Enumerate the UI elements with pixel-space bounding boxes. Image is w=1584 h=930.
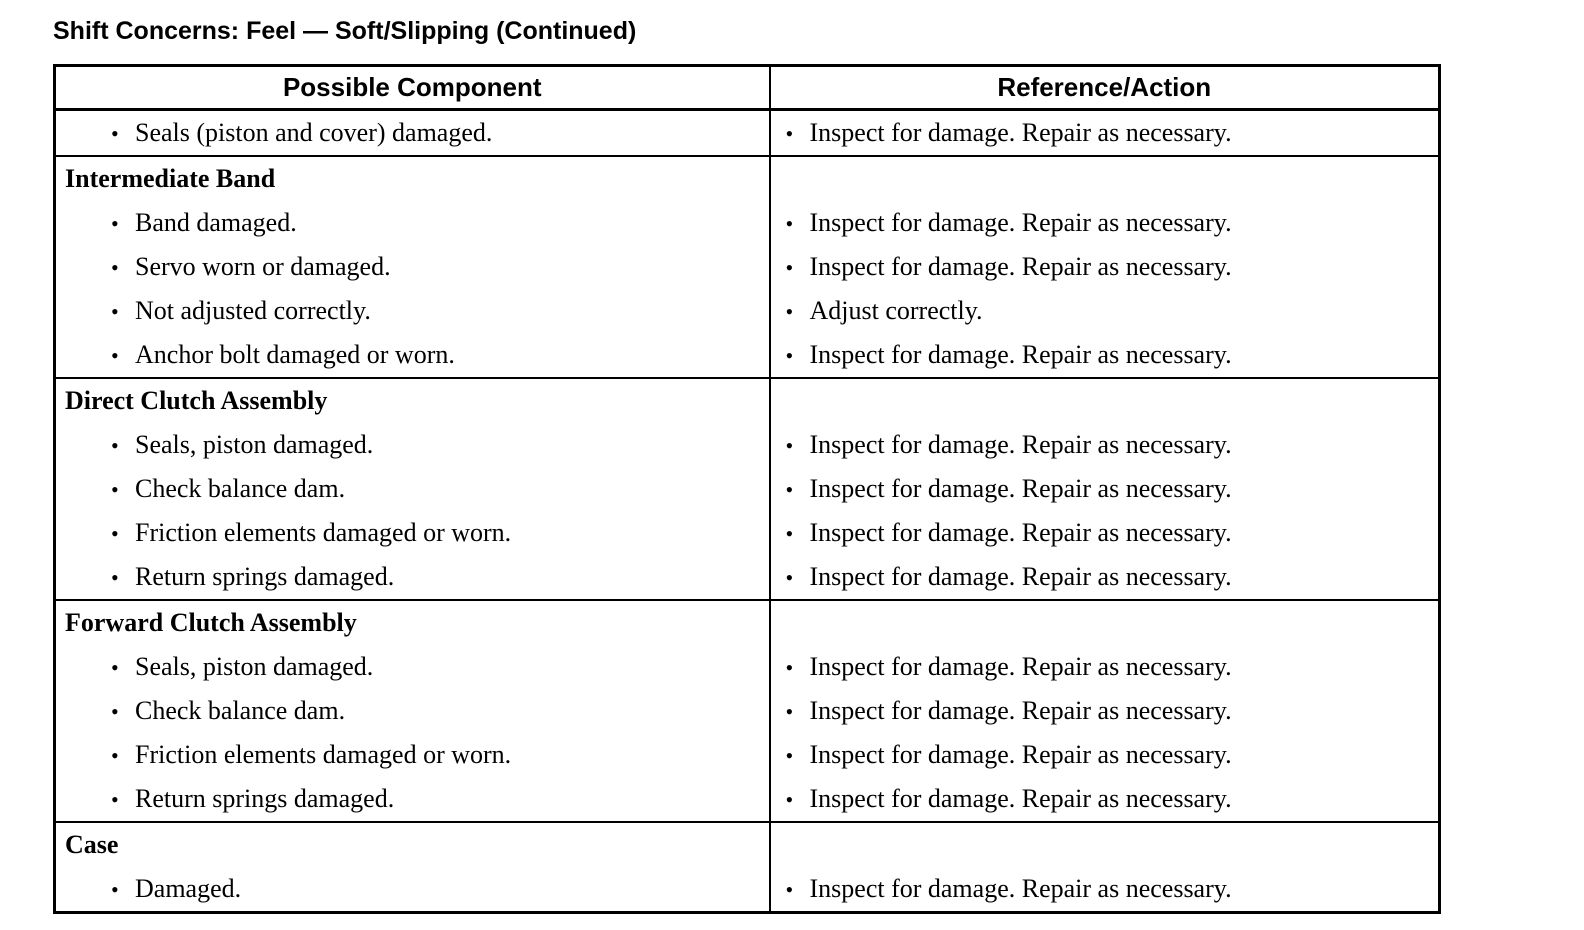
reference-action-cell bbox=[770, 110, 1440, 157]
action-list-item bbox=[771, 201, 1439, 245]
action-text: Inspect for damage. Repair as necessary. bbox=[809, 740, 1232, 769]
heading-spacer bbox=[771, 601, 1439, 645]
component-text: Damaged. bbox=[135, 874, 242, 903]
bullet-icon: • bbox=[785, 787, 794, 812]
bullet-icon: • bbox=[785, 343, 794, 368]
action-text: Inspect for damage. Repair as necessary. bbox=[809, 430, 1232, 459]
column-header-reference-action: Reference/Action bbox=[770, 66, 1440, 110]
component-list-item bbox=[56, 555, 769, 599]
component-text: Seals, piston damaged. bbox=[135, 652, 374, 681]
table-row-group bbox=[55, 822, 1440, 913]
action-list-item bbox=[771, 867, 1439, 911]
table-row-group bbox=[55, 110, 1440, 157]
reference-action-cell bbox=[770, 378, 1440, 600]
component-text: Return springs damaged. bbox=[135, 562, 395, 591]
component-text: Servo worn or damaged. bbox=[135, 252, 391, 281]
component-group-heading: Forward Clutch Assembly bbox=[65, 608, 357, 637]
table-body bbox=[55, 110, 1440, 913]
shift-concerns-table bbox=[53, 64, 1441, 914]
component-list-item bbox=[56, 689, 769, 733]
component-list-item bbox=[56, 289, 769, 333]
action-list-item bbox=[771, 467, 1439, 511]
heading-spacer bbox=[771, 157, 1439, 201]
possible-component-cell bbox=[55, 156, 770, 378]
bullet-icon: • bbox=[111, 477, 119, 502]
bullet-icon: • bbox=[111, 433, 119, 458]
action-text: Inspect for damage. Repair as necessary. bbox=[809, 208, 1232, 237]
component-list-item bbox=[56, 333, 769, 377]
action-text: Inspect for damage. Repair as necessary. bbox=[809, 874, 1232, 903]
action-list-item bbox=[771, 777, 1439, 821]
reference-action-cell bbox=[770, 156, 1440, 378]
bullet-icon: • bbox=[111, 211, 119, 236]
action-list-item bbox=[771, 511, 1439, 555]
action-list-item bbox=[771, 289, 1439, 333]
component-list-item bbox=[56, 777, 769, 821]
component-text: Check balance dam. bbox=[135, 696, 346, 725]
reference-action-cell bbox=[770, 822, 1440, 913]
bullet-icon: • bbox=[785, 477, 794, 502]
action-list-item bbox=[771, 645, 1439, 689]
heading-spacer bbox=[771, 379, 1439, 423]
action-text: Inspect for damage. Repair as necessary. bbox=[809, 474, 1232, 503]
bullet-icon: • bbox=[785, 699, 794, 724]
table-row-group bbox=[55, 378, 1440, 600]
action-text: Inspect for damage. Repair as necessary. bbox=[809, 340, 1232, 369]
action-text: Adjust correctly. bbox=[809, 296, 983, 325]
component-list-item bbox=[56, 201, 769, 245]
component-group-heading: Case bbox=[65, 830, 119, 859]
component-list-item bbox=[56, 511, 769, 555]
component-group-heading: Intermediate Band bbox=[65, 164, 276, 193]
bullet-icon: • bbox=[785, 877, 794, 902]
table-row-group bbox=[55, 156, 1440, 378]
component-text: Seals (piston and cover) damaged. bbox=[135, 118, 493, 147]
action-list-item bbox=[771, 245, 1439, 289]
component-text: Band damaged. bbox=[135, 208, 297, 237]
component-text: Friction elements damaged or worn. bbox=[135, 740, 512, 769]
component-text: Seals, piston damaged. bbox=[135, 430, 374, 459]
action-list-item bbox=[771, 689, 1439, 733]
bullet-icon: • bbox=[785, 521, 794, 546]
bullet-icon: • bbox=[785, 255, 794, 280]
action-list-item bbox=[771, 733, 1439, 777]
component-list-item bbox=[56, 111, 769, 155]
page-title: Shift Concerns: Feel — Soft/Slipping (Continued) bbox=[53, 17, 637, 45]
bullet-icon: • bbox=[111, 877, 119, 902]
bullet-icon: • bbox=[111, 743, 119, 768]
action-list-item bbox=[771, 111, 1439, 155]
component-text: Friction elements damaged or worn. bbox=[135, 518, 512, 547]
bullet-icon: • bbox=[785, 655, 794, 680]
component-list-item bbox=[56, 245, 769, 289]
component-list-item bbox=[56, 423, 769, 467]
action-list-item bbox=[771, 333, 1439, 377]
table-header-row bbox=[55, 66, 1440, 110]
component-text: Anchor bolt damaged or worn. bbox=[135, 340, 455, 369]
bullet-icon: • bbox=[785, 121, 794, 146]
action-list-item bbox=[771, 423, 1439, 467]
table-row-group bbox=[55, 600, 1440, 822]
bullet-icon: • bbox=[785, 299, 794, 324]
possible-component-cell bbox=[55, 600, 770, 822]
reference-action-cell bbox=[770, 600, 1440, 822]
component-text: Not adjusted correctly. bbox=[135, 296, 371, 325]
heading-spacer bbox=[771, 823, 1439, 867]
action-text: Inspect for damage. Repair as necessary. bbox=[809, 696, 1232, 725]
component-list-item bbox=[56, 467, 769, 511]
action-text: Inspect for damage. Repair as necessary. bbox=[809, 652, 1232, 681]
bullet-icon: • bbox=[111, 787, 119, 812]
bullet-icon: • bbox=[785, 211, 794, 236]
bullet-icon: • bbox=[111, 655, 119, 680]
bullet-icon: • bbox=[785, 743, 794, 768]
bullet-icon: • bbox=[111, 299, 119, 324]
component-group-heading: Direct Clutch Assembly bbox=[65, 386, 328, 415]
component-text: Return springs damaged. bbox=[135, 784, 395, 813]
bullet-icon: • bbox=[785, 565, 794, 590]
action-text: Inspect for damage. Repair as necessary. bbox=[809, 118, 1232, 147]
component-text: Check balance dam. bbox=[135, 474, 346, 503]
component-list-item bbox=[56, 733, 769, 777]
bullet-icon: • bbox=[111, 343, 119, 368]
column-header-possible-component: Possible Component bbox=[55, 66, 770, 110]
action-text: Inspect for damage. Repair as necessary. bbox=[809, 252, 1232, 281]
bullet-icon: • bbox=[111, 699, 119, 724]
action-text: Inspect for damage. Repair as necessary. bbox=[809, 784, 1232, 813]
bullet-icon: • bbox=[111, 521, 119, 546]
action-text: Inspect for damage. Repair as necessary. bbox=[809, 518, 1232, 547]
action-list-item bbox=[771, 555, 1439, 599]
possible-component-cell bbox=[55, 378, 770, 600]
component-list-item bbox=[56, 867, 769, 911]
action-text: Inspect for damage. Repair as necessary. bbox=[809, 562, 1232, 591]
possible-component-cell bbox=[55, 822, 770, 913]
component-list-item bbox=[56, 645, 769, 689]
bullet-icon: • bbox=[111, 121, 119, 146]
possible-component-cell bbox=[55, 110, 770, 157]
bullet-icon: • bbox=[111, 565, 119, 590]
bullet-icon: • bbox=[111, 255, 119, 280]
bullet-icon: • bbox=[785, 433, 794, 458]
